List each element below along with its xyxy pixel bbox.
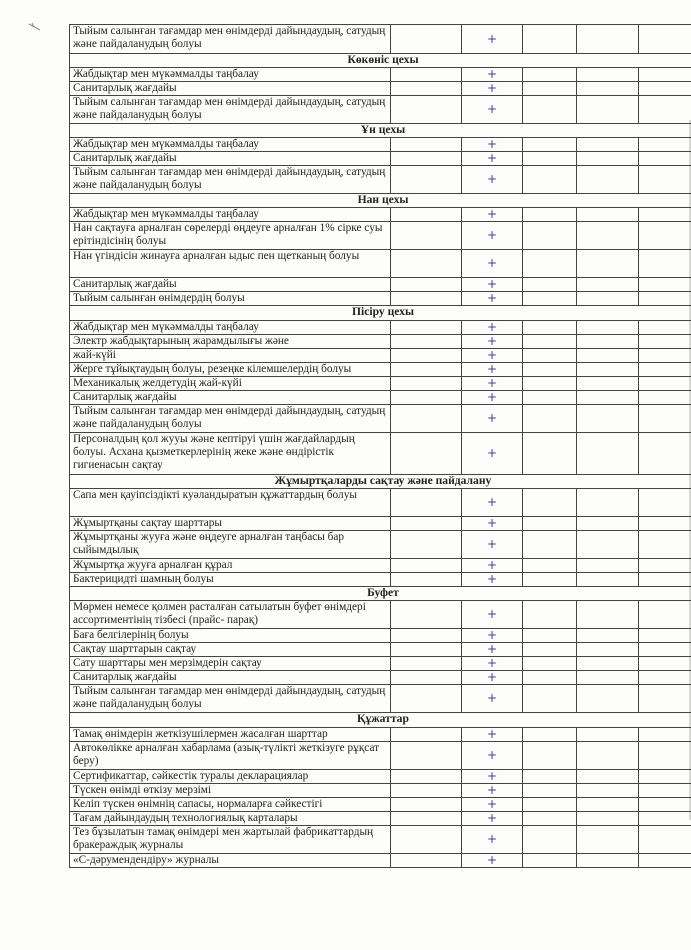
empty-cell	[639, 250, 691, 278]
requirement-text: Жерге тұйықтаудың болуы, резеңке кілемшелердің болуы	[70, 363, 391, 377]
empty-cell	[523, 292, 577, 306]
checklist-row	[70, 152, 691, 166]
empty-cell	[577, 278, 639, 292]
checklist-row	[70, 657, 691, 671]
handwritten-plus-mark: +	[462, 152, 523, 166]
empty-cell	[391, 742, 462, 770]
empty-cell	[639, 742, 691, 770]
requirement-text: Баға белгілерінің болуы	[70, 629, 391, 643]
requirement-text: Санитарлық жағдайы	[70, 671, 391, 685]
checklist-row	[70, 25, 691, 54]
empty-cell	[577, 25, 639, 54]
checklist-body	[70, 25, 691, 868]
handwritten-plus-mark: +	[462, 391, 523, 405]
requirement-text: Нан үгіндісін жинауға арналған ыдыс пен щетканың болуы	[70, 250, 391, 278]
section-header	[70, 306, 691, 321]
empty-cell	[523, 349, 577, 363]
empty-cell	[639, 377, 691, 391]
empty-cell	[523, 728, 577, 742]
requirement-text: Сапа мен қауіпсіздікті куәландыратын құжаттардың болуы	[70, 489, 391, 517]
empty-cell	[639, 573, 691, 587]
requirement-text: Жұмыртқа жууға арналған құрал	[70, 559, 391, 573]
empty-cell	[639, 826, 691, 854]
requirement-text: Тыйым салынған тағамдар мен өнімдерді дайындаудың, сатудың және пайдаланудың болуы	[70, 685, 391, 713]
requirement-text: Электр жабдықтарының жарамдылығы және	[70, 335, 391, 349]
requirement-text: Жұмыртқаны сақтау шарттары	[70, 517, 391, 531]
empty-cell	[639, 601, 691, 629]
section-title: Нан цехы	[70, 194, 691, 208]
empty-cell	[391, 798, 462, 812]
empty-cell	[639, 166, 691, 194]
empty-cell	[577, 671, 639, 685]
empty-cell	[577, 363, 639, 377]
empty-cell	[639, 559, 691, 573]
section-title: Буфет	[70, 587, 691, 601]
empty-cell	[391, 166, 462, 194]
checklist-row	[70, 643, 691, 657]
empty-cell	[391, 405, 462, 433]
handwritten-plus-mark: +	[462, 82, 523, 96]
empty-cell	[639, 391, 691, 405]
checklist-row	[70, 784, 691, 798]
handwritten-plus-mark: +	[462, 784, 523, 798]
empty-cell	[523, 82, 577, 96]
requirement-text: Түскен өнімді өткізу мерзімі	[70, 784, 391, 798]
section-header	[70, 124, 691, 138]
handwritten-plus-mark: +	[462, 278, 523, 292]
empty-cell	[639, 770, 691, 784]
checklist-row	[70, 292, 691, 306]
empty-cell	[523, 405, 577, 433]
handwritten-plus-mark: +	[462, 96, 523, 124]
empty-cell	[391, 784, 462, 798]
empty-cell	[577, 391, 639, 405]
requirement-text: Тыйым салынған тағамдар мен өнімдерді дайындаудың, сатудың және пайдаланудың болуы	[70, 96, 391, 124]
empty-cell	[523, 166, 577, 194]
handwritten-plus-mark: +	[462, 517, 523, 531]
requirement-text: Жабдықтар мен мүкәммалды таңбалау	[70, 208, 391, 222]
empty-cell	[523, 784, 577, 798]
empty-cell	[391, 377, 462, 391]
empty-cell	[577, 770, 639, 784]
section-title: Жұмыртқаларды сақтау және пайдалану	[70, 475, 691, 489]
empty-cell	[523, 671, 577, 685]
empty-cell	[523, 68, 577, 82]
empty-cell	[391, 278, 462, 292]
empty-cell	[391, 671, 462, 685]
requirement-text: Жабдықтар мен мүкәммалды таңбалау	[70, 321, 391, 335]
empty-cell	[639, 349, 691, 363]
empty-cell	[523, 643, 577, 657]
handwritten-plus-mark: +	[462, 854, 523, 868]
handwritten-plus-mark: +	[462, 573, 523, 587]
checklist-row	[70, 770, 691, 784]
checklist-row	[70, 517, 691, 531]
requirement-text: Механикалық желдетудің жай-күйі	[70, 377, 391, 391]
checklist-row	[70, 250, 691, 278]
empty-cell	[391, 573, 462, 587]
checklist-row	[70, 96, 691, 124]
empty-cell	[577, 222, 639, 250]
empty-cell	[639, 784, 691, 798]
requirement-text: Тыйым салынған тағамдар мен өнімдерді дайындаудың, сатудың және пайдаланудың болуы	[70, 166, 391, 194]
handwritten-plus-mark: +	[462, 377, 523, 391]
handwritten-plus-mark: +	[462, 222, 523, 250]
empty-cell	[523, 629, 577, 643]
handwritten-plus-mark: +	[462, 826, 523, 854]
requirement-text: Бактерицидті шамның болуы	[70, 573, 391, 587]
requirement-text: Персоналдың қол жууы және кептіруі үшін жағдайлардың болуы. Асхана қызметкерлерінің жеке және өндірістік гигиенасын сақтау	[70, 433, 391, 475]
checklist-row	[70, 489, 691, 517]
checklist-row	[70, 377, 691, 391]
requirement-text: Тыйым салынған өнімдердің болуы	[70, 292, 391, 306]
empty-cell	[391, 489, 462, 517]
checklist-row	[70, 826, 691, 854]
handwritten-plus-mark: +	[462, 292, 523, 306]
empty-cell	[577, 685, 639, 713]
empty-cell	[523, 854, 577, 868]
empty-cell	[391, 321, 462, 335]
handwritten-plus-mark: +	[462, 742, 523, 770]
checklist-row	[70, 405, 691, 433]
empty-cell	[523, 25, 577, 54]
empty-cell	[391, 826, 462, 854]
empty-cell	[577, 559, 639, 573]
empty-cell	[523, 138, 577, 152]
requirement-text: Жабдықтар мен мүкәммалды таңбалау	[70, 68, 391, 82]
empty-cell	[639, 278, 691, 292]
handwritten-plus-mark: +	[462, 363, 523, 377]
empty-cell	[577, 742, 639, 770]
checklist-row	[70, 573, 691, 587]
handwritten-plus-mark: +	[462, 166, 523, 194]
empty-cell	[391, 250, 462, 278]
section-title: Ұн цехы	[70, 124, 691, 138]
empty-cell	[577, 826, 639, 854]
section-title: Көкөніс цехы	[70, 54, 691, 68]
empty-cell	[523, 798, 577, 812]
requirement-text: Санитарлық жағдайы	[70, 82, 391, 96]
checklist-row	[70, 335, 691, 349]
requirement-text: жай-күйі	[70, 349, 391, 363]
handwritten-plus-mark: +	[462, 601, 523, 629]
checklist-row	[70, 531, 691, 559]
empty-cell	[639, 25, 691, 54]
empty-cell	[523, 531, 577, 559]
empty-cell	[577, 96, 639, 124]
requirement-text: Жұмыртқаны жууға және өңдеуге арналған таңбасы бар сыйымдылық	[70, 531, 391, 559]
empty-cell	[639, 363, 691, 377]
checklist-row	[70, 391, 691, 405]
empty-cell	[391, 854, 462, 868]
empty-cell	[577, 349, 639, 363]
empty-cell	[639, 152, 691, 166]
handwritten-plus-mark: +	[462, 489, 523, 517]
empty-cell	[523, 391, 577, 405]
checklist-row	[70, 685, 691, 713]
empty-cell	[391, 433, 462, 475]
empty-cell	[639, 798, 691, 812]
handwritten-plus-mark: +	[462, 798, 523, 812]
empty-cell	[523, 278, 577, 292]
empty-cell	[391, 559, 462, 573]
empty-cell	[391, 685, 462, 713]
empty-cell	[523, 96, 577, 124]
empty-cell	[391, 643, 462, 657]
empty-cell	[391, 208, 462, 222]
empty-cell	[639, 517, 691, 531]
checklist-row	[70, 321, 691, 335]
empty-cell	[523, 222, 577, 250]
requirement-text: Санитарлық жағдайы	[70, 278, 391, 292]
checklist-row	[70, 671, 691, 685]
handwritten-plus-mark: +	[462, 671, 523, 685]
empty-cell	[577, 321, 639, 335]
empty-cell	[391, 152, 462, 166]
empty-cell	[639, 728, 691, 742]
empty-cell	[391, 531, 462, 559]
empty-cell	[523, 152, 577, 166]
empty-cell	[639, 292, 691, 306]
empty-cell	[523, 363, 577, 377]
requirement-text: Санитарлық жағдайы	[70, 391, 391, 405]
checklist-row	[70, 798, 691, 812]
empty-cell	[391, 728, 462, 742]
empty-cell	[577, 812, 639, 826]
requirement-text: Тыйым салынған тағамдар мен өнімдерді дайындаудың, сатудың және пайдаланудың болуы	[70, 405, 391, 433]
requirement-text: Тыйым салынған тағамдар мен өнімдерді дайындаудың, сатудың және пайдаланудың болуы	[70, 25, 391, 54]
requirement-text: Тағам дайындаудың технологиялық карталары	[70, 812, 391, 826]
empty-cell	[577, 377, 639, 391]
section-header	[70, 475, 691, 489]
checklist-row	[70, 433, 691, 475]
empty-cell	[639, 812, 691, 826]
empty-cell	[391, 391, 462, 405]
checklist-row	[70, 601, 691, 629]
empty-cell	[391, 770, 462, 784]
section-header	[70, 54, 691, 68]
handwritten-plus-mark: +	[462, 629, 523, 643]
handwritten-plus-mark: +	[462, 433, 523, 475]
checklist-row	[70, 728, 691, 742]
checklist-row	[70, 812, 691, 826]
empty-cell	[577, 657, 639, 671]
empty-cell	[391, 292, 462, 306]
empty-cell	[391, 96, 462, 124]
checklist-row	[70, 349, 691, 363]
empty-cell	[523, 335, 577, 349]
handwritten-plus-mark: +	[462, 349, 523, 363]
checklist-row	[70, 742, 691, 770]
checklist-row	[70, 82, 691, 96]
handwritten-plus-mark: +	[462, 812, 523, 826]
empty-cell	[577, 573, 639, 587]
empty-cell	[523, 489, 577, 517]
empty-cell	[639, 96, 691, 124]
empty-cell	[577, 433, 639, 475]
empty-cell	[577, 138, 639, 152]
empty-cell	[577, 854, 639, 868]
empty-cell	[577, 489, 639, 517]
empty-cell	[523, 601, 577, 629]
empty-cell	[391, 363, 462, 377]
handwritten-plus-mark: +	[462, 559, 523, 573]
empty-cell	[523, 377, 577, 391]
requirement-text: Сертификаттар, сәйкестік туралы декларациялар	[70, 770, 391, 784]
empty-cell	[639, 138, 691, 152]
empty-cell	[523, 433, 577, 475]
empty-cell	[523, 208, 577, 222]
empty-cell	[639, 82, 691, 96]
checklist-row	[70, 363, 691, 377]
checklist-row	[70, 854, 691, 868]
empty-cell	[391, 629, 462, 643]
empty-cell	[639, 685, 691, 713]
empty-cell	[577, 82, 639, 96]
requirement-text: Автокөлікке арналған хабарлама (азық-түлікті жеткізуге рұқсат беру)	[70, 742, 391, 770]
empty-cell	[639, 68, 691, 82]
requirement-text: Нан сақтауға арналған сөрелерді өңдеуге арналған 1% сірке суы ерітіндісінің болуы	[70, 222, 391, 250]
handwritten-plus-mark: +	[462, 770, 523, 784]
empty-cell	[639, 433, 691, 475]
requirement-text: Мөрмен немесе қолмен расталған сатылатын буфет өнімдері ассортиментінің тізбесі (прайс- парақ)	[70, 601, 391, 629]
empty-cell	[577, 166, 639, 194]
handwritten-plus-mark: +	[462, 208, 523, 222]
empty-cell	[577, 292, 639, 306]
empty-cell	[577, 784, 639, 798]
empty-cell	[577, 531, 639, 559]
empty-cell	[577, 405, 639, 433]
empty-cell	[577, 335, 639, 349]
handwritten-plus-mark: +	[462, 685, 523, 713]
empty-cell	[577, 601, 639, 629]
section-header	[70, 713, 691, 728]
requirement-text: Сату шарттары мен мерзімдерін сақтау	[70, 657, 391, 671]
checklist-row	[70, 138, 691, 152]
empty-cell	[523, 812, 577, 826]
empty-cell	[391, 25, 462, 54]
section-header	[70, 587, 691, 601]
empty-cell	[639, 657, 691, 671]
empty-cell	[391, 812, 462, 826]
requirement-text: Жабдықтар мен мүкәммалды таңбалау	[70, 138, 391, 152]
empty-cell	[639, 854, 691, 868]
empty-cell	[639, 208, 691, 222]
inspection-checklist-table	[69, 24, 691, 868]
section-header	[70, 194, 691, 208]
handwritten-plus-mark: +	[462, 643, 523, 657]
empty-cell	[639, 643, 691, 657]
handwritten-plus-mark: +	[462, 68, 523, 82]
empty-cell	[391, 335, 462, 349]
empty-cell	[577, 517, 639, 531]
empty-cell	[639, 671, 691, 685]
requirement-text: Келіп түскен өнімнің сапасы, нормаларға сәйкестігі	[70, 798, 391, 812]
empty-cell	[577, 629, 639, 643]
requirement-text: Тамақ өнімдерін жеткізушілермен жасалған шарттар	[70, 728, 391, 742]
empty-cell	[639, 321, 691, 335]
empty-cell	[577, 68, 639, 82]
empty-cell	[523, 770, 577, 784]
empty-cell	[523, 826, 577, 854]
checklist-row	[70, 68, 691, 82]
empty-cell	[523, 517, 577, 531]
empty-cell	[391, 601, 462, 629]
handwritten-plus-mark: +	[462, 531, 523, 559]
handwritten-plus-mark: +	[462, 321, 523, 335]
checklist-row	[70, 208, 691, 222]
pen-scribble-icon	[28, 22, 42, 32]
empty-cell	[639, 405, 691, 433]
empty-cell	[523, 742, 577, 770]
empty-cell	[391, 517, 462, 531]
checklist-row	[70, 559, 691, 573]
requirement-text: Тез бұзылатын тамақ өнімдері мен жартылай фабрикаттардың бракераждық журналы	[70, 826, 391, 854]
empty-cell	[577, 152, 639, 166]
empty-cell	[391, 657, 462, 671]
empty-cell	[639, 222, 691, 250]
checklist-row	[70, 222, 691, 250]
checklist-row	[70, 166, 691, 194]
empty-cell	[391, 138, 462, 152]
handwritten-plus-mark: +	[462, 405, 523, 433]
empty-cell	[577, 208, 639, 222]
requirement-text: Сақтау шарттарын сақтау	[70, 643, 391, 657]
empty-cell	[577, 643, 639, 657]
empty-cell	[523, 657, 577, 671]
empty-cell	[523, 573, 577, 587]
handwritten-plus-mark: +	[462, 728, 523, 742]
handwritten-plus-mark: +	[462, 25, 523, 54]
empty-cell	[523, 250, 577, 278]
empty-cell	[523, 321, 577, 335]
empty-cell	[639, 489, 691, 517]
requirement-text: «С-дәрумендендіру» журналы	[70, 854, 391, 868]
empty-cell	[639, 335, 691, 349]
handwritten-plus-mark: +	[462, 138, 523, 152]
checklist-row	[70, 278, 691, 292]
empty-cell	[391, 82, 462, 96]
empty-cell	[639, 531, 691, 559]
empty-cell	[523, 685, 577, 713]
handwritten-plus-mark: +	[462, 335, 523, 349]
empty-cell	[639, 629, 691, 643]
empty-cell	[577, 798, 639, 812]
checklist-sheet	[69, 24, 660, 868]
section-title: Құжаттар	[70, 713, 691, 728]
empty-cell	[391, 349, 462, 363]
empty-cell	[523, 559, 577, 573]
empty-cell	[577, 728, 639, 742]
empty-cell	[577, 250, 639, 278]
requirement-text: Санитарлық жағдайы	[70, 152, 391, 166]
section-title: Пісіру цехы	[70, 306, 691, 321]
empty-cell	[391, 222, 462, 250]
handwritten-plus-mark: +	[462, 250, 523, 278]
empty-cell	[391, 68, 462, 82]
handwritten-plus-mark: +	[462, 657, 523, 671]
checklist-row	[70, 629, 691, 643]
